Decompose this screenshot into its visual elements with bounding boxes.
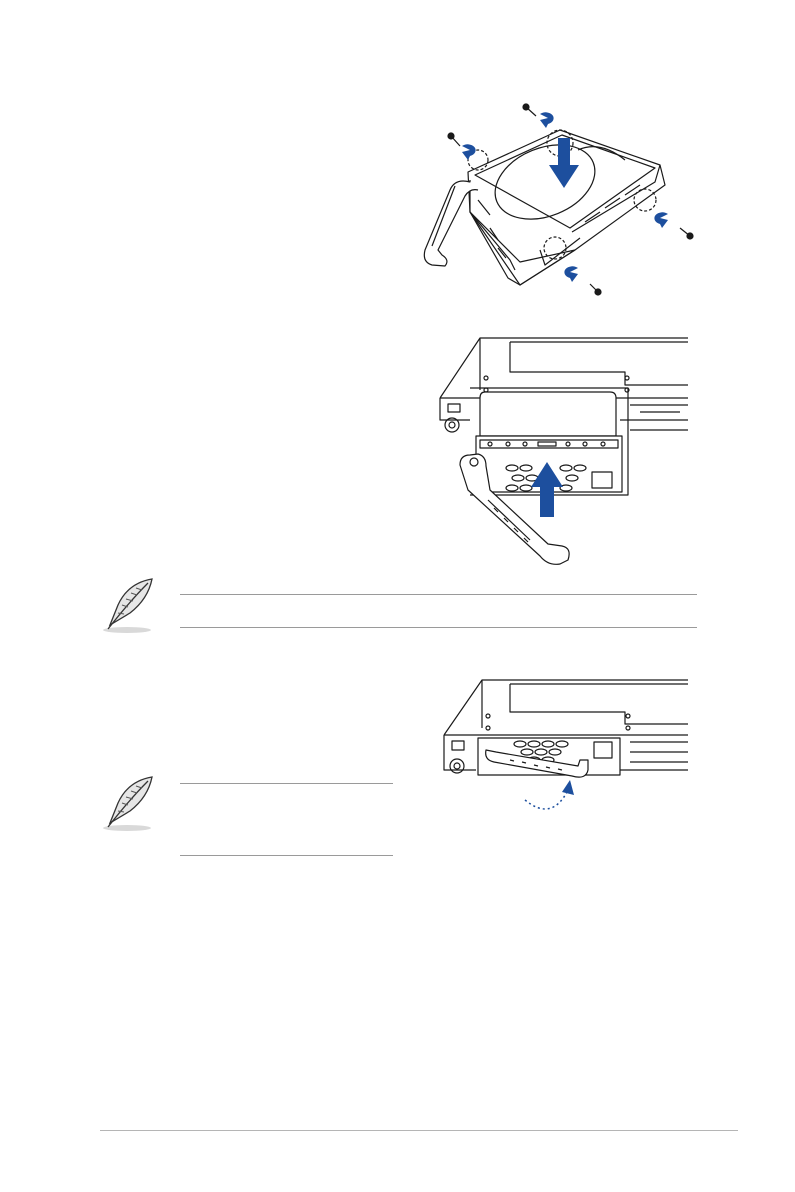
tray-handle-close-illustration <box>440 675 690 825</box>
feather-quill-icon <box>100 773 162 835</box>
note-rule-bottom <box>180 627 697 628</box>
curved-arrow <box>525 780 574 809</box>
note-rule-top <box>180 594 697 595</box>
feather-quill-icon <box>100 575 162 637</box>
footer-rule <box>100 1130 738 1131</box>
hdd-tray-screw-illustration <box>405 95 705 310</box>
drive-tray-insert-illustration <box>435 328 693 573</box>
server-chassis <box>440 338 688 398</box>
note-rule-top <box>180 783 393 784</box>
hard-drive <box>480 392 616 436</box>
note-rule-bottom <box>180 855 393 856</box>
server-chassis <box>444 680 688 735</box>
